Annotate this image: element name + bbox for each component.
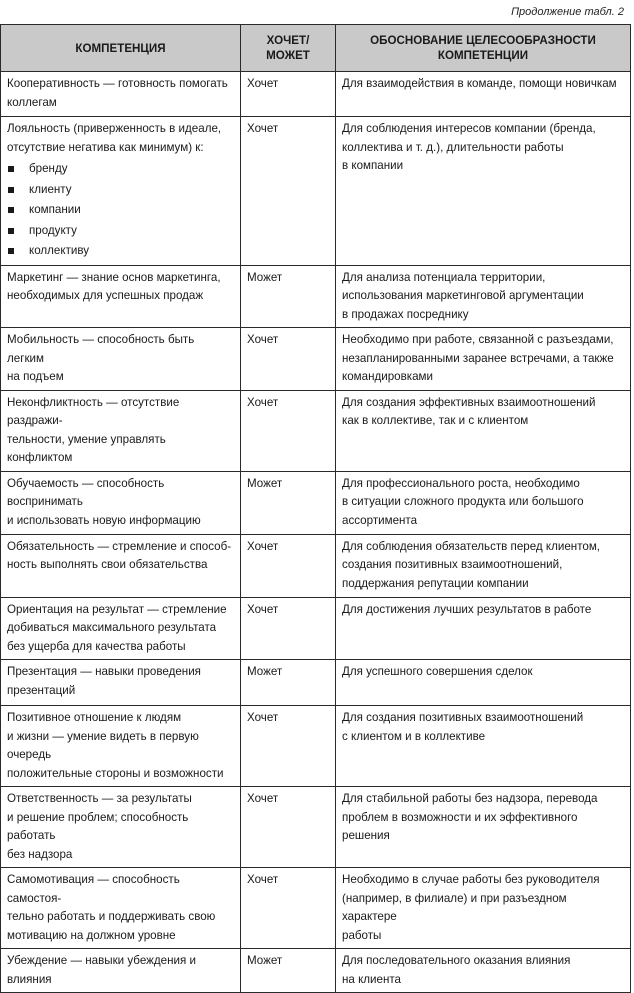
competence-text-line: и жизни — умение видеть в первую очередь [7,729,199,762]
justification-text-line: проблем в возможности и их эффективного решения [342,810,578,843]
competence-cell [1,597,241,660]
competence-text-line: Презентация — навыки проведения [7,665,201,679]
competence-text-line: мотивацию на должном уровне [7,928,176,942]
justification-text-line: использования маркетинговой аргументации [342,289,584,303]
justification-text-line: с клиентом и в коллективе [342,729,486,743]
justification-cell [336,265,631,328]
competence-cell [1,660,241,706]
competence-text-line: презентаций [7,683,76,697]
header-justification-line1: ОБОСНОВАНИЕ ЦЕЛЕСООБРАЗНОСТИ [370,34,596,47]
justification-text-line: командировками [342,370,433,384]
competence-cell [1,390,241,471]
want-can-cell: Хочет [241,117,336,266]
justification-text-line: Для создания эффективных взаимоотношений [342,395,596,409]
competence-cell [1,471,241,534]
competence-text-line: тельно работать и поддерживать свою [7,910,216,924]
table-row [1,868,631,949]
justification-cell [336,390,631,471]
justification-cell [336,949,631,993]
table-caption: Продолжение табл. 2 [511,6,624,18]
table-row [1,328,631,391]
competence-text-line: ность выполнять свои обязательства [7,558,208,572]
table-row [1,534,631,597]
competence-text-line: без надзора [7,847,73,861]
competence-cell [1,787,241,868]
justification-cell [336,868,631,949]
competence-text-line: Маркетинг — знание основ маркетинга, [7,270,221,284]
competence-cell [1,949,241,993]
header-row [1,25,631,72]
competence-text-line: без ущерба для качества работы [7,639,186,653]
justification-text-line: Для анализа потенциала территории, [342,270,546,284]
competence-text-line: и решение проблем; способность работать [7,810,189,843]
justification-text-line: Для успешного совершения сделок [342,665,533,679]
competence-text-line: коллегам [7,95,57,109]
competence-text-line: тельности, умение управлять конфликтом [7,432,166,465]
justification-text-line: работы [342,928,382,942]
competence-text-line: Позитивное отношение к людям [7,711,182,725]
competence-text-line: положительные стороны и возможности [7,766,224,780]
want-can-cell: Может [241,949,336,993]
want-can-cell: Хочет [241,390,336,471]
square-bullet-icon [8,166,14,172]
header-justification-line2: КОМПЕТЕНЦИИ [437,49,529,62]
loyalty-bullet-list [7,159,234,262]
justification-text-line: Для достижения лучших результатов в работе [342,602,592,616]
square-bullet-icon [8,207,14,213]
bullet-item [7,159,234,180]
justification-text-line: Для соблюдения обязательств перед клиентом, [342,539,601,553]
competence-text-line: Ответственность — за результаты [7,792,192,806]
competence-text-line: Неконфликтность — отсутствие раздражи- [7,395,180,428]
competence-text-line: Ориентация на результат — стремление [7,602,227,616]
justification-text-line: (например, в филиале) и при разъездном характере [342,891,567,924]
table-body [1,72,631,993]
table-row [1,265,631,328]
justification-text-line: на клиента [342,972,401,986]
bullet-text: продукту [29,223,77,237]
justification-cell [336,706,631,787]
justification-text-line: Для создания позитивных взаимоотношений [342,711,584,725]
justification-text-line: в ситуации сложного продукта или большого [342,495,584,509]
want-can-cell: Может [241,471,336,534]
header-competence: КОМПЕТЕНЦИЯ [1,25,241,72]
competence-text-line: отсутствие негатива как минимум) к: [7,140,204,154]
square-bullet-icon [8,248,14,254]
justification-text-line: Необходимо в случае работы без руководителя [342,873,600,887]
justification-cell [336,534,631,597]
square-bullet-icon [8,187,14,193]
competence-cell [1,706,241,787]
competence-text-line: Обучаемость — способность воспринимать [7,476,165,509]
bullet-text: клиенту [29,182,72,196]
justification-cell [336,72,631,117]
competence-text-line: Обязательность — стремление и способ- [7,539,232,553]
competence-cell [1,117,241,266]
justification-cell [336,471,631,534]
justification-text-line: Для стабильной работы без надзора, перевода [342,792,598,806]
bullet-item [7,221,234,242]
justification-text-line: создания позитивных взаимоотношений, [342,558,563,572]
competence-text-line: Лояльность (приверженность в идеале, [7,122,222,135]
table-row [1,117,631,266]
table-row [1,949,631,993]
competence-text-line: необходимых для успешных продаж [7,289,204,303]
justification-cell [336,328,631,391]
competence-text-line: Мобильность — способность быть легким [7,333,195,365]
want-can-cell: Хочет [241,597,336,660]
bullet-text: компании [29,203,81,217]
table-row [1,597,631,660]
justification-text-line: незапланированными заранее встречами, а также [342,351,614,365]
want-can-cell: Хочет [241,868,336,949]
table-row [1,660,631,706]
justification-text-line: ассортимента [342,513,418,527]
competence-cell [1,868,241,949]
justification-text-line: поддержания репутации компании [342,576,529,590]
want-can-cell: Хочет [241,706,336,787]
header-want-can: ХОЧЕТ/МОЖЕТ [241,25,336,72]
justification-cell [336,787,631,868]
table-row [1,706,631,787]
bullet-item [7,180,234,201]
competence-cell [1,534,241,597]
bullet-text: коллективу [29,244,90,258]
want-can-cell: Хочет [241,328,336,391]
competence-text-line: добиваться максимального результата [7,621,217,635]
competence-text-line: и использовать новую информацию [7,513,201,527]
justification-cell [336,117,631,266]
justification-text-line: как в коллективе, так и с клиентом [342,414,529,428]
table-row [1,390,631,471]
table-row [1,72,631,117]
bullet-item [7,241,234,262]
competence-text-line: на подъем [7,370,64,384]
justification-text-line: в продажах посреднику [342,307,469,321]
justification-text-line: Необходимо при работе, связанной с разъездами, [342,333,614,347]
competence-text-line: Кооперативность — готовность помогать [7,77,228,90]
table-row [1,471,631,534]
want-can-cell: Хочет [241,534,336,597]
want-can-cell: Хочет [241,787,336,868]
square-bullet-icon [8,228,14,234]
justification-text-line: Для взаимодействия в команде, помощи новичкам [342,77,617,90]
justification-text-line: коллектива и т. д.), длительности работы [342,140,564,154]
justification-text-line: Для соблюдения интересов компании (бренда, [342,122,596,135]
competence-table [0,24,631,993]
table-row [1,787,631,868]
justification-text-line: Для профессионального роста, необходимо [342,476,580,490]
competence-cell [1,265,241,328]
justification-text-line: Для последовательного оказания влияния [342,954,571,968]
competence-cell [1,72,241,117]
justification-cell [336,660,631,706]
want-can-cell: Может [241,660,336,706]
want-can-cell: Хочет [241,72,336,117]
competence-cell [1,328,241,391]
justification-text-line: в компании [342,159,404,172]
header-justification [336,25,631,72]
justification-cell [336,597,631,660]
bullet-item [7,200,234,221]
bullet-text: бренду [29,162,68,175]
want-can-cell: Может [241,265,336,328]
competence-text-line: Убеждение — навыки убеждения и влияния [7,954,196,986]
competence-text-line: Самомотивация — способность самостоя- [7,873,180,905]
